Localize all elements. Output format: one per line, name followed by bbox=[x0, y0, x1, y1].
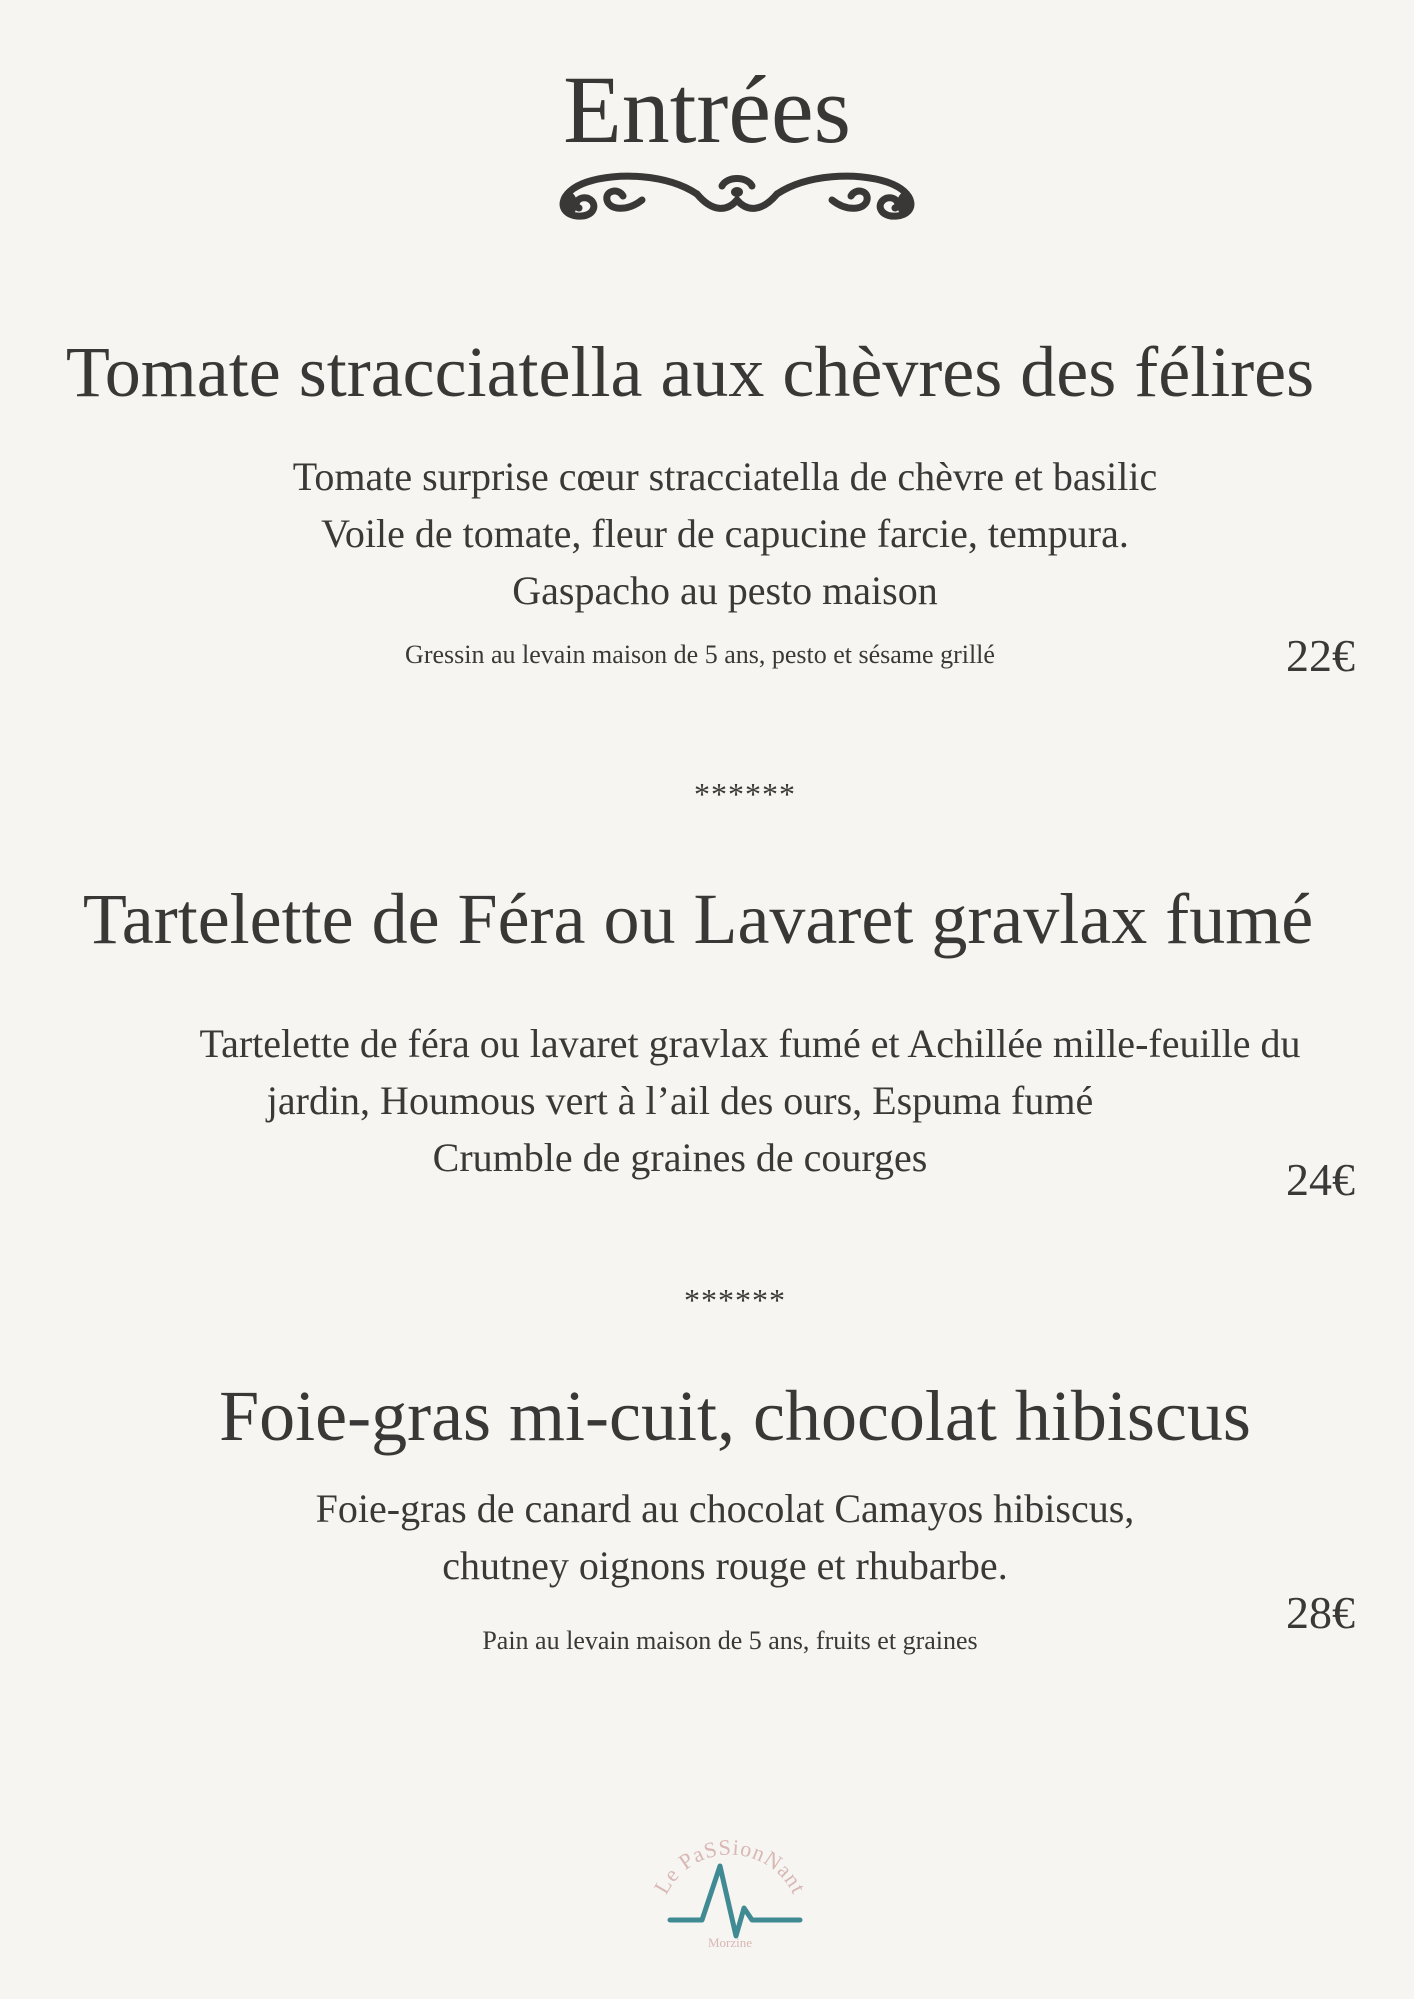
dish-description-line: Tomate surprise cœur stracciatella de chèvre et basilic bbox=[292, 454, 1158, 499]
dish-title: Tartelette de Féra ou Lavaret gravlax fumé bbox=[82, 879, 1314, 959]
dish-description-line: Foie-gras de canard au chocolat Camayos hibiscus, bbox=[315, 1486, 1135, 1531]
dish-description-line: Gaspacho au pesto maison bbox=[512, 568, 938, 613]
restaurant-logo bbox=[640, 1808, 820, 1958]
logo-name: Le PaSSionNant bbox=[648, 1834, 812, 1899]
dish-description-line: Tartelette de féra ou lavaret gravlax fumé et Achillée mille-feuille du bbox=[199, 1021, 1301, 1066]
dish-description bbox=[150, 1480, 1300, 1594]
svg-text:Le PaSSionNant bbox=[649, 1834, 812, 1898]
dish-title: Foie-gras mi-cuit, chocolat hibiscus bbox=[219, 1376, 1251, 1456]
dish-description-line: jardin, Houmous vert à l’ail des ours, Espuma fumé bbox=[266, 1078, 1094, 1123]
logo-location: Morzine bbox=[707, 1935, 753, 1950]
separator: ****** bbox=[684, 1282, 786, 1318]
dish-price: 28€ bbox=[1286, 1587, 1355, 1638]
dish-description-line: Voile de tomate, fleur de capucine farcie, tempura. bbox=[321, 511, 1129, 556]
dish-note: Pain au levain maison de 5 ans, fruits et graines bbox=[482, 1626, 978, 1655]
dish-description-line: Crumble de graines de courges bbox=[432, 1135, 928, 1180]
dish-description-line: chutney oignons rouge et rhubarbe. bbox=[442, 1543, 1008, 1588]
flourish-divider-icon bbox=[547, 164, 927, 226]
dish-price: 22€ bbox=[1286, 630, 1355, 681]
dish-description bbox=[150, 448, 1300, 619]
separator: ****** bbox=[694, 776, 796, 812]
dish-title: Tomate stracciatella aux chèvres des félires bbox=[65, 332, 1315, 412]
dish-price: 24€ bbox=[1286, 1154, 1355, 1205]
dish-note: Gressin au levain maison de 5 ans, pesto et sésame grillé bbox=[405, 640, 995, 669]
page-title: Entrées bbox=[563, 56, 851, 163]
